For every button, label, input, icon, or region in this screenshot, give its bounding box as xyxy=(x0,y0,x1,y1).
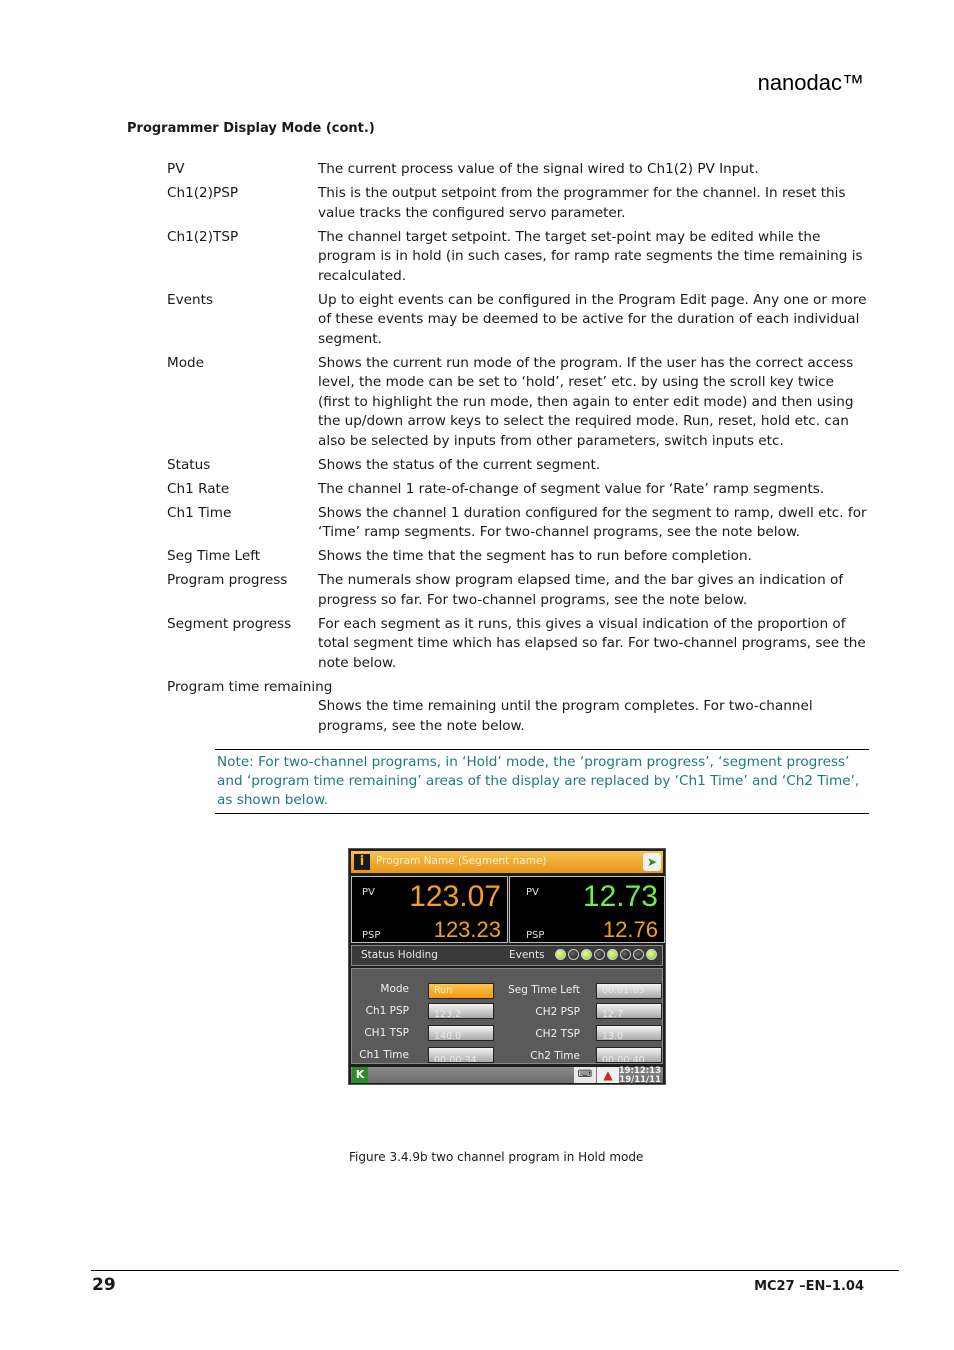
ch1-tsp-field-label: CH1 TSP xyxy=(364,1027,409,1039)
definition-term: Ch1 Rate xyxy=(167,480,230,497)
definition-term: Events xyxy=(167,291,214,308)
event-led-1 xyxy=(555,949,566,960)
usb-icon: ⌨ xyxy=(574,1067,596,1083)
clock-time: 19:12:13 xyxy=(618,1066,661,1076)
ch1-psp-label: PSP xyxy=(362,930,381,941)
definition-desc: This is the output setpoint from the programmer for the channel. In reset this value tracks the configured servo parameter. xyxy=(318,185,846,221)
channel-1-panel xyxy=(351,876,508,943)
definition-row xyxy=(167,160,867,180)
clock-date: 19/11/11 xyxy=(619,1074,661,1085)
footer-divider xyxy=(91,1270,899,1271)
definition-desc: Shows the time remaining until the program completes. For two-channel programs, see the note below. xyxy=(318,698,813,734)
ch2-pv-value: 12.73 xyxy=(582,880,658,913)
definition-row xyxy=(167,615,867,674)
event-led-4 xyxy=(594,949,605,960)
definition-list xyxy=(167,160,867,740)
ch2-tsp-field-label: CH2 TSP xyxy=(535,1028,580,1040)
brand-title: nanodac™ xyxy=(757,70,864,95)
definition-term: Program time remaining xyxy=(167,678,333,695)
ch2-psp-field[interactable]: 12.7 xyxy=(596,1003,662,1019)
event-led-6 xyxy=(620,949,631,960)
definition-term: Ch1(2)TSP xyxy=(167,228,239,245)
definition-desc: The channel target setpoint. The target set-point may be edited while the program is in hold (in such cases, for ramp rate segments the time remaining is recalculated. xyxy=(318,228,863,284)
clock xyxy=(619,1067,661,1084)
definition-row xyxy=(167,291,867,350)
seg-time-left-field[interactable]: 00:01:05 xyxy=(596,983,662,999)
definition-term: Segment progress xyxy=(167,615,292,632)
definition-term: Ch1 Time xyxy=(167,504,232,521)
note-box: Note: For two-channel programs, in ‘Hold’ mode, the ‘program progress’, ‘segment progress’ and ‘program time remaining’ areas of the display are replaced by ‘Ch1 Time’ and ‘Ch2 Time’, as shown below. xyxy=(215,749,869,814)
event-leds xyxy=(555,949,657,960)
page-number: 29 xyxy=(92,1275,116,1295)
definition-desc: The numerals show program elapsed time, and the bar gives an indication of progress so far. For two-channel programs, see the note below. xyxy=(318,572,844,608)
channel-2-panel xyxy=(509,876,665,943)
definition-term: Status xyxy=(167,456,211,473)
seg-time-left-label: Seg Time Left xyxy=(508,984,580,996)
ch1-pv-label: PV xyxy=(362,887,375,898)
ch1-tsp-field[interactable]: 140.0 xyxy=(428,1025,494,1041)
event-led-8 xyxy=(646,949,657,960)
ch2-psp-value: 12.76 xyxy=(602,917,658,942)
definition-row xyxy=(167,456,867,476)
info-icon[interactable]: i xyxy=(354,854,370,870)
definition-desc: Shows the time that the segment has to run before completion. xyxy=(318,548,752,564)
event-led-5 xyxy=(607,949,618,960)
alarm-icon[interactable]: ▲ xyxy=(597,1067,619,1083)
definition-desc: Up to eight events can be configured in the Program Edit page. Any one or more of these events may be deemed to be active for the duration of each individual segment. xyxy=(318,291,867,347)
document-id: MC27 –EN–1.04 xyxy=(754,1279,864,1294)
definition-row xyxy=(167,504,867,543)
ch2-time-field-label: Ch2 Time xyxy=(530,1050,580,1062)
ch1-psp-field[interactable]: 123.2 xyxy=(428,1003,494,1019)
definition-desc: The current process value of the signal wired to Ch1(2) PV Input. xyxy=(318,161,759,177)
ch1-time-field-label: Ch1 Time xyxy=(359,1049,409,1061)
definition-desc: Shows the channel 1 duration configured for the segment to ramp, dwell etc. for ‘Time’ ramp segments. For two-channel programs, see the note below. xyxy=(318,504,867,540)
definition-row xyxy=(167,571,867,610)
ch1-pv-value: 123.07 xyxy=(409,880,501,913)
screen-titlebar xyxy=(351,851,663,873)
ch2-time-field[interactable]: 00:00:40 xyxy=(596,1047,662,1063)
definition-row xyxy=(167,547,867,567)
event-led-2 xyxy=(568,949,579,960)
event-led-7 xyxy=(633,949,644,960)
ch2-tsp-field[interactable]: 13.0 xyxy=(596,1025,662,1041)
home-k-icon[interactable]: K xyxy=(352,1067,368,1083)
ch2-pv-label: PV xyxy=(526,887,539,898)
definition-row xyxy=(167,354,867,452)
definition-term: Ch1(2)PSP xyxy=(167,185,239,201)
definition-row xyxy=(167,184,867,223)
definition-desc: The channel 1 rate-of-change of segment value for ‘Rate’ ramp segments. xyxy=(318,480,825,497)
definition-row xyxy=(167,480,867,500)
exit-arrow-icon[interactable]: ➤ xyxy=(643,853,661,871)
ch2-psp-label: PSP xyxy=(526,930,545,941)
definition-desc: Shows the current run mode of the program. If the user has the correct access level, the mode can be set to ‘hold’, reset’ etc. by using the scroll key twice (first to highlight the run mode, then again to enter edit mode) and then using the up/down arrow keys to select the required mode. Run, reset, hold etc. can also be selected by inputs from other parameters, switch inputs etc. xyxy=(318,354,854,449)
section-title: Programmer Display Mode (cont.) xyxy=(127,121,375,136)
ch1-time-field[interactable]: 00:00:34 xyxy=(428,1047,494,1063)
bottom-bar xyxy=(351,1067,663,1083)
definition-desc: For each segment as it runs, this gives a visual indication of the proportion of total segment time which has elapsed so far. For two-channel programs, see the note below. xyxy=(318,615,866,671)
event-led-3 xyxy=(581,949,592,960)
definition-desc: Shows the status of the current segment. xyxy=(318,456,601,473)
device-screen xyxy=(348,848,666,1085)
figure-caption: Figure 3.4.9b two channel program in Hold mode xyxy=(349,1150,644,1164)
ch2-psp-field-label: CH2 PSP xyxy=(535,1006,580,1018)
ch1-psp-value: 123.23 xyxy=(433,917,501,942)
parameter-fields xyxy=(351,968,663,1064)
definition-row xyxy=(167,228,867,287)
ch1-psp-field-label: Ch1 PSP xyxy=(365,1005,409,1017)
status-text: Status Holding xyxy=(361,949,438,961)
definition-row xyxy=(167,678,867,737)
program-name: Program Name (Segment name) xyxy=(376,855,547,867)
definition-term: Mode xyxy=(167,354,205,371)
definition-term: Program progress xyxy=(167,572,288,588)
events-label: Events xyxy=(509,949,545,961)
definition-term: Seg Time Left xyxy=(167,548,261,564)
status-bar xyxy=(351,945,663,966)
mode-field[interactable]: Run xyxy=(428,983,494,999)
mode-label: Mode xyxy=(380,983,409,995)
definition-term: PV xyxy=(167,161,185,177)
